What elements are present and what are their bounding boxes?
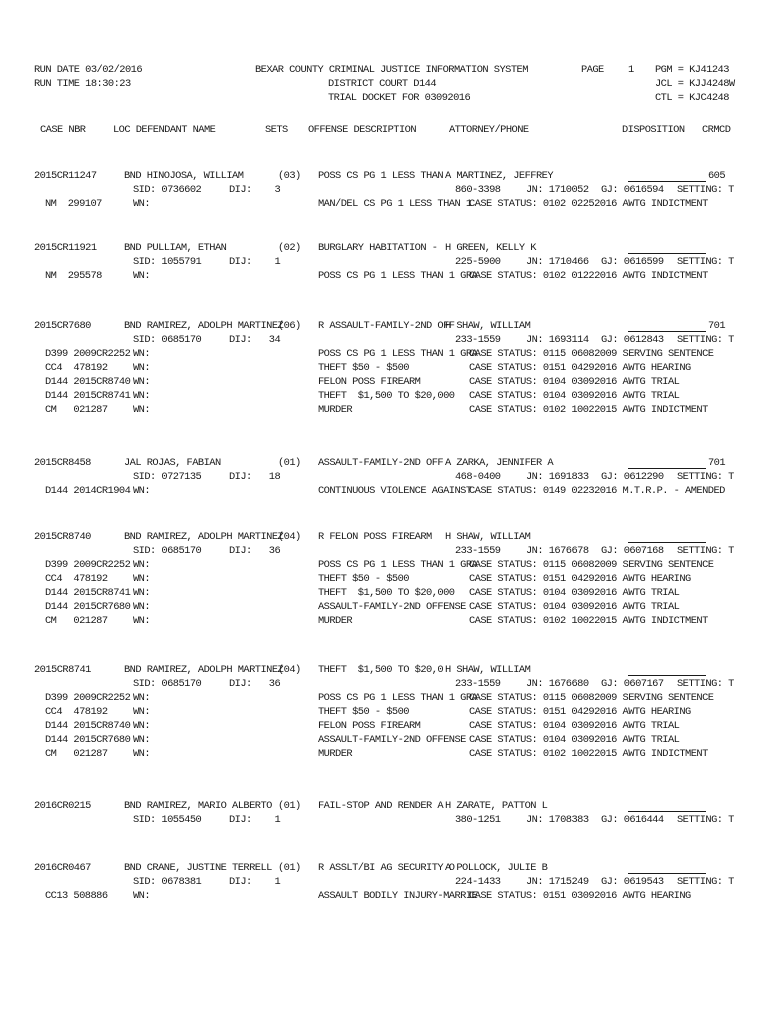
- warrant-label: WN:: [133, 890, 151, 902]
- related-offense: THEFT $50 - $500: [318, 362, 409, 374]
- defendant-name: BND CRANE, JUSTINE TERRELL: [124, 862, 272, 874]
- gj-number: GJ: 0607167: [601, 678, 664, 690]
- crmcd-code: 605: [708, 170, 726, 182]
- warrant-label: WN:: [133, 706, 151, 718]
- crmcd-code: 701: [708, 457, 726, 469]
- setting-code: SETTING: T: [677, 814, 734, 826]
- related-offense: THEFT $1,500 TO $20,000: [318, 587, 455, 599]
- related-case-ref: CM 021287: [45, 615, 108, 627]
- jn-number: JN: 1693114: [526, 334, 589, 346]
- disposition-line: [628, 542, 706, 543]
- related-case-ref: D399 2009CR2252: [45, 348, 131, 360]
- offense-description: FAIL-STOP AND RENDER A: [318, 800, 444, 812]
- warrant-label: WN:: [133, 601, 151, 613]
- case-number: 2015CR8741: [34, 664, 91, 676]
- warrant-label: WN:: [133, 270, 151, 282]
- jcl-code: JCL = KJJ4248W: [655, 78, 735, 90]
- related-case-ref: CC13 508886: [45, 890, 108, 902]
- setting-code: SETTING: T: [677, 334, 734, 346]
- attorney-name: A ZARKA, JENNIFER A: [445, 457, 554, 469]
- attorney-name: A POLLOCK, JULIE B: [445, 862, 548, 874]
- system-title: BEXAR COUNTY CRIMINAL JUSTICE INFORMATION SYSTEM: [255, 64, 528, 76]
- setting-code: SETTING: T: [677, 256, 734, 268]
- related-offense: POSS CS PG 1 LESS THAN 1 GRA: [318, 692, 478, 704]
- related-offense: MURDER: [318, 615, 353, 627]
- warrant-label: WN:: [133, 485, 151, 497]
- warrant-label: WN:: [133, 748, 151, 760]
- case-status: CASE STATUS: 0151 04292016 AWTG HEARING: [469, 573, 691, 585]
- offense-description: R ASSLT/BI AG SECURITY O: [318, 862, 455, 874]
- defendant-name: BND HINOJOSA, WILLIAM: [124, 170, 244, 182]
- case-status: CASE STATUS: 0102 10022015 AWTG INDICTMENT: [469, 404, 708, 416]
- sid-number: SID: 1055791: [133, 256, 202, 268]
- related-offense: POSS CS PG 1 LESS THAN 1 GRA: [318, 559, 478, 571]
- gj-number: GJ: 0612843: [601, 334, 664, 346]
- sid-number: SID: 1055450: [133, 814, 202, 826]
- run-time: RUN TIME 18:30:23: [34, 78, 131, 90]
- related-offense: MURDER: [318, 748, 353, 760]
- offense-description: THEFT $1,500 TO $20,0: [318, 664, 444, 676]
- warrant-label: WN:: [133, 615, 151, 627]
- defendant-name: BND RAMIREZ, ADOLPH MARTINEZ: [124, 320, 284, 332]
- attorney-name: H SHAW, WILLIAM: [445, 320, 531, 332]
- related-offense: FELON POSS FIREARM: [318, 376, 421, 388]
- offense-description: BURGLARY HABITATION -: [318, 242, 438, 254]
- defendant-name: BND PULLIAM, ETHAN: [124, 242, 227, 254]
- warrant-label: WN:: [133, 198, 151, 210]
- dij-number: DIJ: 34: [229, 334, 281, 346]
- sets-count: (04): [278, 664, 301, 676]
- dij-number: DIJ: 1: [229, 256, 281, 268]
- ctl-code: CTL = KJC4248: [655, 92, 729, 104]
- case-status: CASE STATUS: 0104 03092016 AWTG TRIAL: [469, 720, 680, 732]
- related-case-ref: CC4 478192: [45, 573, 108, 585]
- col-attorney: ATTORNEY/PHONE: [449, 124, 529, 136]
- related-offense: THEFT $50 - $500: [318, 573, 409, 585]
- related-offense: POSS CS PG 1 LESS THAN 1 GRA: [318, 270, 478, 282]
- court-name: DISTRICT COURT D144: [328, 78, 437, 90]
- warrant-label: WN:: [133, 362, 151, 374]
- defendant-name: BND RAMIREZ, MARIO ALBERTO: [124, 800, 272, 812]
- gj-number: GJ: 0616599: [601, 256, 664, 268]
- jn-number: JN: 1676678: [526, 545, 589, 557]
- case-status: CASE STATUS: 0115 06082009 SERVING SENTENCE: [469, 348, 714, 360]
- col-offense: OFFENSE DESCRIPTION: [308, 124, 417, 136]
- related-case-ref: D399 2009CR2252: [45, 559, 131, 571]
- related-case-ref: D144 2015CR8740: [45, 376, 131, 388]
- related-offense: POSS CS PG 1 LESS THAN 1 GRA: [318, 348, 478, 360]
- jn-number: JN: 1676680: [526, 678, 589, 690]
- offense-description: R FELON POSS FIREARM: [318, 531, 432, 543]
- related-case-ref: D144 2015CR7680: [45, 734, 131, 746]
- crmcd-code: 701: [708, 320, 726, 332]
- dij-number: DIJ: 18: [229, 471, 281, 483]
- related-case-ref: CC4 478192: [45, 706, 108, 718]
- related-offense: THEFT $50 - $500: [318, 706, 409, 718]
- sid-number: SID: 0727135: [133, 471, 202, 483]
- related-case-ref: D144 2015CR7680: [45, 601, 131, 613]
- dij-number: DIJ: 1: [229, 814, 281, 826]
- related-case-ref: CM 021287: [45, 748, 108, 760]
- setting-code: SETTING: T: [677, 471, 734, 483]
- attorney-phone: 233-1559: [455, 678, 501, 690]
- dij-number: DIJ: 36: [229, 545, 281, 557]
- dij-number: DIJ: 3: [229, 184, 281, 196]
- warrant-label: WN:: [133, 404, 151, 416]
- case-status: CASE STATUS: 0151 03092016 AWTG HEARING: [469, 890, 691, 902]
- case-status: CASE STATUS: 0115 06082009 SERVING SENTENCE: [469, 692, 714, 704]
- gj-number: GJ: 0616594: [601, 184, 664, 196]
- offense-description: POSS CS PG 1 LESS THAN: [318, 170, 444, 182]
- defendant-name: BND RAMIREZ, ADOLPH MARTINEZ: [124, 664, 284, 676]
- warrant-label: WN:: [133, 734, 151, 746]
- disposition-line: [628, 331, 706, 332]
- run-date: RUN DATE 03/02/2016: [34, 64, 143, 76]
- attorney-name: H SHAW, WILLIAM: [445, 664, 531, 676]
- warrant-label: WN:: [133, 348, 151, 360]
- case-status: CASE STATUS: 0104 03092016 AWTG TRIAL: [469, 734, 680, 746]
- related-offense: MURDER: [318, 404, 353, 416]
- related-case-ref: D399 2009CR2252: [45, 692, 131, 704]
- case-number: 2016CR0215: [34, 800, 91, 812]
- pgm-code: PGM = KJ41243: [655, 64, 729, 76]
- attorney-phone: 233-1559: [455, 545, 501, 557]
- sets-count: (04): [278, 531, 301, 543]
- case-status: CASE STATUS: 0151 04292016 AWTG HEARING: [469, 706, 691, 718]
- sets-count: (01): [278, 457, 301, 469]
- sid-number: SID: 0685170: [133, 334, 202, 346]
- warrant-label: WN:: [133, 573, 151, 585]
- sets-count: (06): [278, 320, 301, 332]
- related-offense: CONTINUOUS VIOLENCE AGAINST: [318, 485, 472, 497]
- attorney-phone: 468-0400: [455, 471, 501, 483]
- jn-number: JN: 1691833: [526, 471, 589, 483]
- case-status: CASE STATUS: 0151 04292016 AWTG HEARING: [469, 362, 691, 374]
- warrant-label: WN:: [133, 559, 151, 571]
- disposition-line: [628, 253, 706, 254]
- page-label: PAGE: [581, 64, 604, 76]
- disposition-line: [628, 675, 706, 676]
- case-status: CASE STATUS: 0104 03092016 AWTG TRIAL: [469, 587, 680, 599]
- attorney-phone: 860-3398: [455, 184, 501, 196]
- case-number: 2015CR8458: [34, 457, 91, 469]
- col-disposition: DISPOSITION: [622, 124, 685, 136]
- setting-code: SETTING: T: [677, 678, 734, 690]
- case-status: CASE STATUS: 0149 02232016 M.T.R.P. - AMENDED: [469, 485, 725, 497]
- setting-code: SETTING: T: [677, 545, 734, 557]
- case-number: 2015CR11247: [34, 170, 97, 182]
- attorney-phone: 224-1433: [455, 876, 501, 888]
- disposition-line: [628, 873, 706, 874]
- defendant-name: BND RAMIREZ, ADOLPH MARTINEZ: [124, 531, 284, 543]
- case-status: CASE STATUS: 0102 02252016 AWTG INDICTMENT: [469, 198, 708, 210]
- related-offense: FELON POSS FIREARM: [318, 720, 421, 732]
- sets-count: (02): [278, 242, 301, 254]
- sid-number: SID: 0685170: [133, 545, 202, 557]
- related-case-ref: D144 2015CR8741: [45, 390, 131, 402]
- case-status: CASE STATUS: 0102 10022015 AWTG INDICTMENT: [469, 748, 708, 760]
- setting-code: SETTING: T: [677, 184, 734, 196]
- case-status: CASE STATUS: 0102 01222016 AWTG INDICTMENT: [469, 270, 708, 282]
- attorney-phone: 233-1559: [455, 334, 501, 346]
- related-case-ref: D144 2015CR8740: [45, 720, 131, 732]
- related-offense: MAN/DEL CS PG 1 LESS THAN 1: [318, 198, 472, 210]
- related-offense: ASSAULT-FAMILY-2ND OFFENSE: [318, 734, 466, 746]
- col-case-nbr: CASE NBR: [40, 124, 86, 136]
- sid-number: SID: 0685170: [133, 678, 202, 690]
- case-status: CASE STATUS: 0104 03092016 AWTG TRIAL: [469, 376, 680, 388]
- related-offense: THEFT $1,500 TO $20,000: [318, 390, 455, 402]
- warrant-label: WN:: [133, 720, 151, 732]
- jn-number: JN: 1710052: [526, 184, 589, 196]
- case-number: 2015CR7680: [34, 320, 91, 332]
- related-offense: ASSAULT BODILY INJURY-MARRIE: [318, 890, 478, 902]
- disposition-line: [628, 468, 706, 469]
- dij-number: DIJ: 1: [229, 876, 281, 888]
- dij-number: DIJ: 36: [229, 678, 281, 690]
- warrant-label: WN:: [133, 376, 151, 388]
- defendant-name: JAL ROJAS, FABIAN: [124, 457, 221, 469]
- attorney-name: H SHAW, WILLIAM: [445, 531, 531, 543]
- case-number: 2015CR8740: [34, 531, 91, 543]
- jn-number: JN: 1708383: [526, 814, 589, 826]
- sid-number: SID: 0678381: [133, 876, 202, 888]
- col-sets: SETS: [265, 124, 288, 136]
- attorney-name: A MARTINEZ, JEFFREY: [445, 170, 554, 182]
- warrant-label: WN:: [133, 587, 151, 599]
- related-case-ref: NM 295578: [45, 270, 102, 282]
- offense-description: ASSAULT-FAMILY-2ND OFF: [318, 457, 444, 469]
- offense-description: R ASSAULT-FAMILY-2ND OFF: [318, 320, 455, 332]
- related-case-ref: NM 299107: [45, 198, 102, 210]
- case-status: CASE STATUS: 0102 10022015 AWTG INDICTMENT: [469, 615, 708, 627]
- docket-title: TRIAL DOCKET FOR 03092016: [328, 92, 471, 104]
- related-case-ref: D144 2015CR8741: [45, 587, 131, 599]
- related-case-ref: CC4 478192: [45, 362, 108, 374]
- gj-number: GJ: 0612290: [601, 471, 664, 483]
- jn-number: JN: 1710466: [526, 256, 589, 268]
- related-offense: ASSAULT-FAMILY-2ND OFFENSE: [318, 601, 466, 613]
- case-status: CASE STATUS: 0104 03092016 AWTG TRIAL: [469, 601, 680, 613]
- attorney-name: H GREEN, KELLY K: [445, 242, 536, 254]
- setting-code: SETTING: T: [677, 876, 734, 888]
- warrant-label: WN:: [133, 390, 151, 402]
- case-number: 2016CR0467: [34, 862, 91, 874]
- col-crmcd: CRMCD: [702, 124, 731, 136]
- gj-number: GJ: 0607168: [601, 545, 664, 557]
- case-number: 2015CR11921: [34, 242, 97, 254]
- case-status: CASE STATUS: 0104 03092016 AWTG TRIAL: [469, 390, 680, 402]
- attorney-name: H ZARATE, PATTON L: [445, 800, 548, 812]
- page-number: 1: [628, 64, 634, 76]
- related-case-ref: D144 2014CR1904: [45, 485, 131, 497]
- warrant-label: WN:: [133, 692, 151, 704]
- case-status: CASE STATUS: 0115 06082009 SERVING SENTENCE: [469, 559, 714, 571]
- sets-count: (01): [278, 862, 301, 874]
- gj-number: GJ: 0619543: [601, 876, 664, 888]
- related-case-ref: CM 021287: [45, 404, 108, 416]
- sets-count: (01): [278, 800, 301, 812]
- disposition-line: [628, 181, 706, 182]
- sets-count: (03): [278, 170, 301, 182]
- gj-number: GJ: 0616444: [601, 814, 664, 826]
- disposition-line: [628, 811, 706, 812]
- jn-number: JN: 1715249: [526, 876, 589, 888]
- sid-number: SID: 0736602: [133, 184, 202, 196]
- attorney-phone: 380-1251: [455, 814, 501, 826]
- col-loc-defendant: LOC DEFENDANT NAME: [113, 124, 216, 136]
- attorney-phone: 225-5900: [455, 256, 501, 268]
